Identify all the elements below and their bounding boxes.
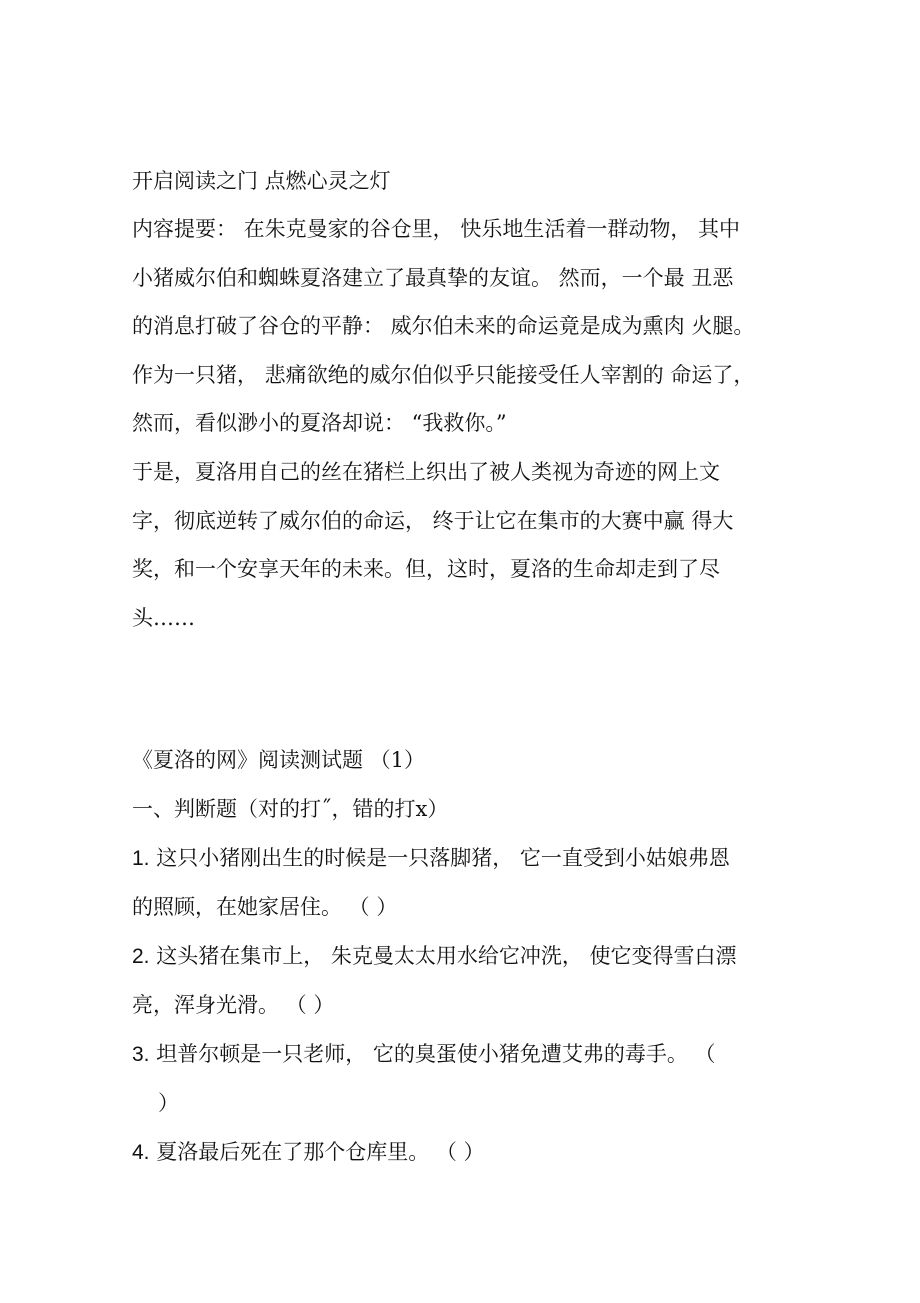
- summary-line: 内容提要： 在朱克曼家的谷仓里， 快乐地生活着一群动物， 其中: [132, 217, 741, 241]
- section-heading: 一、判断题（对的打˝，错的打x）: [132, 797, 449, 821]
- summary-line: 于是，夏洛用自己的丝在猪栏上织出了被人类视为奇迹的网上文: [132, 460, 720, 484]
- question-1-line-1: [132, 843, 772, 874]
- question-number: 4.: [132, 1141, 150, 1164]
- question-text: 夏洛最后死在了那个仓库里。 （ ）: [149, 1140, 485, 1164]
- question-text: 坦普尔顿是一只老师， 它的臭蛋使小猪免遭艾弗的毒手。 （: [149, 1042, 716, 1066]
- question-number: 2.: [132, 945, 150, 968]
- question-2-line-2: 亮，浑身光滑。 （ ）: [132, 993, 335, 1017]
- question-1-line-2: 的照顾，在她家居住。 （ ）: [132, 895, 398, 919]
- summary-line: 的消息打破了谷仓的平静： 威尔伯未来的命运竟是成为熏肉 火腿。: [132, 314, 755, 338]
- question-number: 3.: [132, 1043, 150, 1066]
- question-4-line-1: [132, 1137, 772, 1168]
- question-2-line-1: [132, 941, 772, 972]
- question-text: 这只小猪刚出生的时候是一只落脚猪， 它一直受到小姑娘弗恩: [149, 846, 730, 870]
- question-number: 1.: [132, 847, 150, 870]
- summary-line: 作为一只猪， 悲痛欲绝的威尔伯似乎只能接受任人宰割的 命运了，: [132, 363, 755, 387]
- summary-line: 头……: [132, 606, 195, 630]
- question-text: 这头猪在集市上， 朱克曼太太用水给它冲洗， 使它变得雪白漂: [149, 944, 737, 968]
- summary-line: 字，彻底逆转了威尔伯的命运， 终于让它在集市的大赛中赢 得大: [132, 509, 734, 533]
- intro-title: 开启阅读之门 点燃心灵之灯: [132, 169, 391, 193]
- question-3-line-1: [132, 1039, 772, 1070]
- summary-line: 奖，和一个安享天年的未来。但，这时，夏洛的生命却走到了尽: [132, 557, 720, 581]
- summary-line: 然而，看似渺小的夏洛却说： “我救你。”: [132, 411, 507, 435]
- summary-line: 小猪威尔伯和蜘蛛夏洛建立了最真挚的友谊。 然而，一个最 丑恶: [132, 266, 734, 290]
- test-title: 《夏洛的网》阅读测试题 （1）: [132, 748, 426, 772]
- question-3-line-2: ）: [158, 1091, 179, 1115]
